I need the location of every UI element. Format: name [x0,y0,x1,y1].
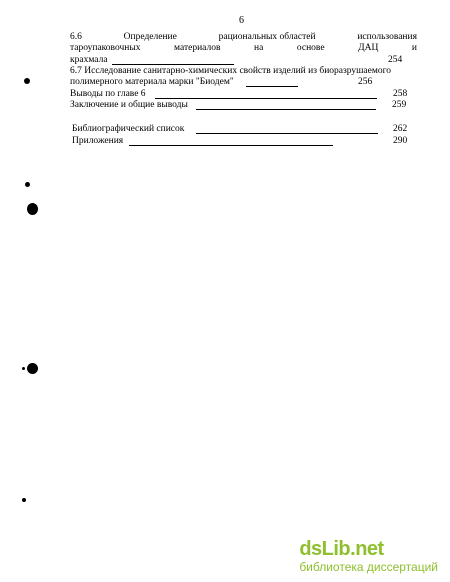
leader-line [196,109,376,110]
toc-bibliography: Библиографический список [72,124,185,134]
toc-item-6-7-line2: полимерного материала марки "Биодем" [70,77,234,87]
leader-line [155,98,377,99]
leader-line [112,64,234,65]
scan-speck [22,367,25,370]
leader-line [246,86,298,87]
toc-item-6-6-line1 [70,32,417,43]
toc-bibliography-page: 262 [393,124,408,134]
leader-line [196,133,378,134]
scan-speck [25,182,30,187]
scan-speck [22,498,26,502]
toc-word: и [411,43,417,53]
toc-item-6-6-page: 254 [388,55,403,65]
toc-word: на [254,43,264,53]
toc-conclusion: Заключение и общие выводы [70,100,188,110]
toc-item-6-7-page: 256 [358,77,373,87]
toc-word: рациональных областей [218,32,316,42]
scan-speck [27,203,38,215]
toc-appendices-page: 290 [393,136,408,146]
dslib-subtitle: библиотека диссертаций [299,560,438,574]
toc-conclusions-ch6: Выводы по главе 6 [70,89,146,99]
scan-speck [24,78,30,84]
dslib-watermark[interactable] [299,539,438,574]
toc-word: тароупаковочных [70,43,141,53]
leader-line [129,145,333,146]
dslib-logo[interactable]: dsLib.net [299,538,384,560]
toc-item-6-6-line3: крахмала [70,55,108,65]
toc-item-6-7-line1: 6.7 Исследование санитарно-химических свойств изделий из биоразрушаемого [70,66,392,76]
toc-conclusion-page: 259 [392,100,407,110]
toc-item-6-6-line2 [70,43,417,54]
toc-word: Определение [123,32,177,42]
scan-speck [27,363,38,374]
toc-word: материалов [174,43,221,53]
toc-appendices: Приложения [72,136,124,146]
toc-word: ДАЦ [358,43,379,53]
page-number: 6 [239,15,244,26]
toc-conclusions-ch6-page: 258 [393,89,408,99]
toc-word: основе [296,43,325,53]
toc-word: использования [357,32,417,42]
toc-word: 6.6 [70,32,82,42]
